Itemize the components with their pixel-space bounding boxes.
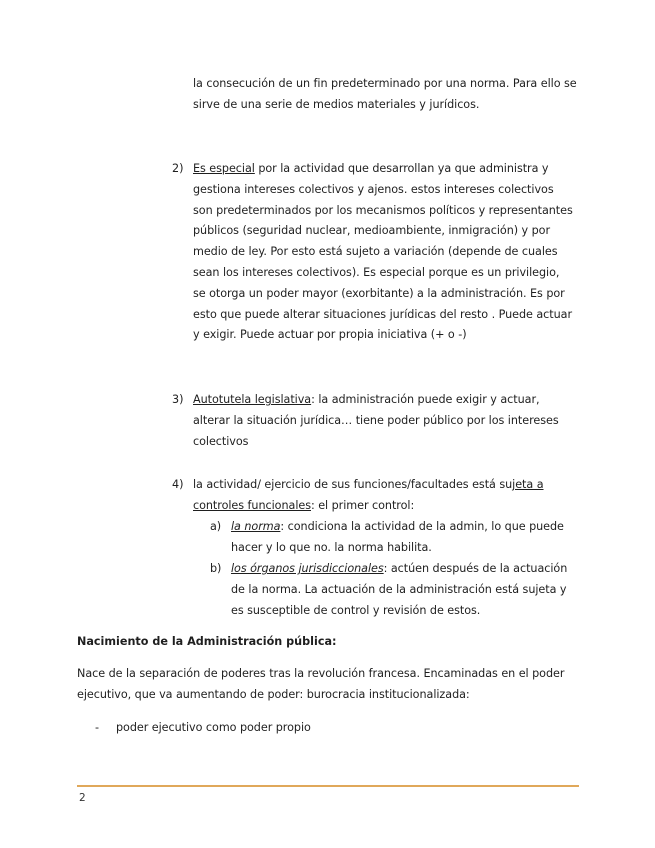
list-number-2: 2) (172, 162, 184, 175)
list-number-4: 4) (172, 478, 184, 491)
list-item-2 (193, 159, 575, 346)
sublist-item-b (231, 559, 576, 621)
page-number: 2 (79, 792, 86, 804)
bullet-marker: - (95, 721, 99, 734)
item2-text: por la actividad que desarrollan ya que administra y gestiona intereses colectivos y ajenos. estos intereses colectivos son predeterminados por los mecanismos políticos y representantes públicos (seguridad nuclear, medioambiente, inmigración) y por medio de ley. Por esto está sujeto a variación (depende de cuales sean los intereses colectivos). Es especial porque es un privilegio, se otorga un poder mayor (exorbitante) a la administración. Es por esto que puede alterar situaciones jurídicas del resto . Puede actuar y exigir. Puede actuar por propia iniciativa (+ o -) (193, 162, 573, 342)
section-heading: Nacimiento de la Administración pública: (77, 635, 337, 648)
intro-paragraph (193, 74, 578, 116)
sublist-letter-b: b) (210, 562, 222, 575)
list-number-3: 3) (172, 393, 184, 406)
item4-text-before: la actividad/ ejercicio de sus funciones/facultades está su (193, 478, 513, 491)
list-item-3 (193, 390, 578, 452)
list-item-4 (193, 475, 565, 517)
intro-line-2: sirve de una serie de medios materiales y jurídicos. (193, 97, 480, 111)
item2-term: Es especial (193, 162, 255, 175)
sub-a-text: : condiciona la actividad de la admin, lo que puede hacer y lo que no. la norma habilita. (231, 520, 564, 554)
item4-term: jeta a controles funcionales (193, 478, 544, 512)
intro-line-1: la consecución de un fin predeterminado por una norma. Para ello se (193, 77, 577, 90)
sub-b-text: : actúen después de la actuación de la norma. La actuación de la administración está sujeta y es susceptible de control y revisión de estos. (231, 562, 568, 617)
sublist-letter-a: a) (210, 520, 222, 533)
item4-text: : el primer control: (311, 498, 415, 512)
sub-a-term: la norma (231, 520, 281, 533)
item3-term: Autotutela legislativa (193, 393, 312, 406)
sublist-item-a (231, 517, 576, 559)
footer-rule (77, 785, 579, 787)
bullet-text: poder ejecutivo como poder propio (116, 721, 311, 734)
sub-b-term: los órganos jurisdiccionales (231, 562, 384, 575)
item3-text: : la administración puede exigir y actuar, alterar la situación jurídica… tiene poder público por los intereses colectivos (193, 393, 559, 448)
section-paragraph: Nace de la separación de poderes tras la revolución francesa. Encaminadas en el poder ejecutivo, que va aumentando de poder: burocracia institucionalizada: (77, 667, 565, 701)
